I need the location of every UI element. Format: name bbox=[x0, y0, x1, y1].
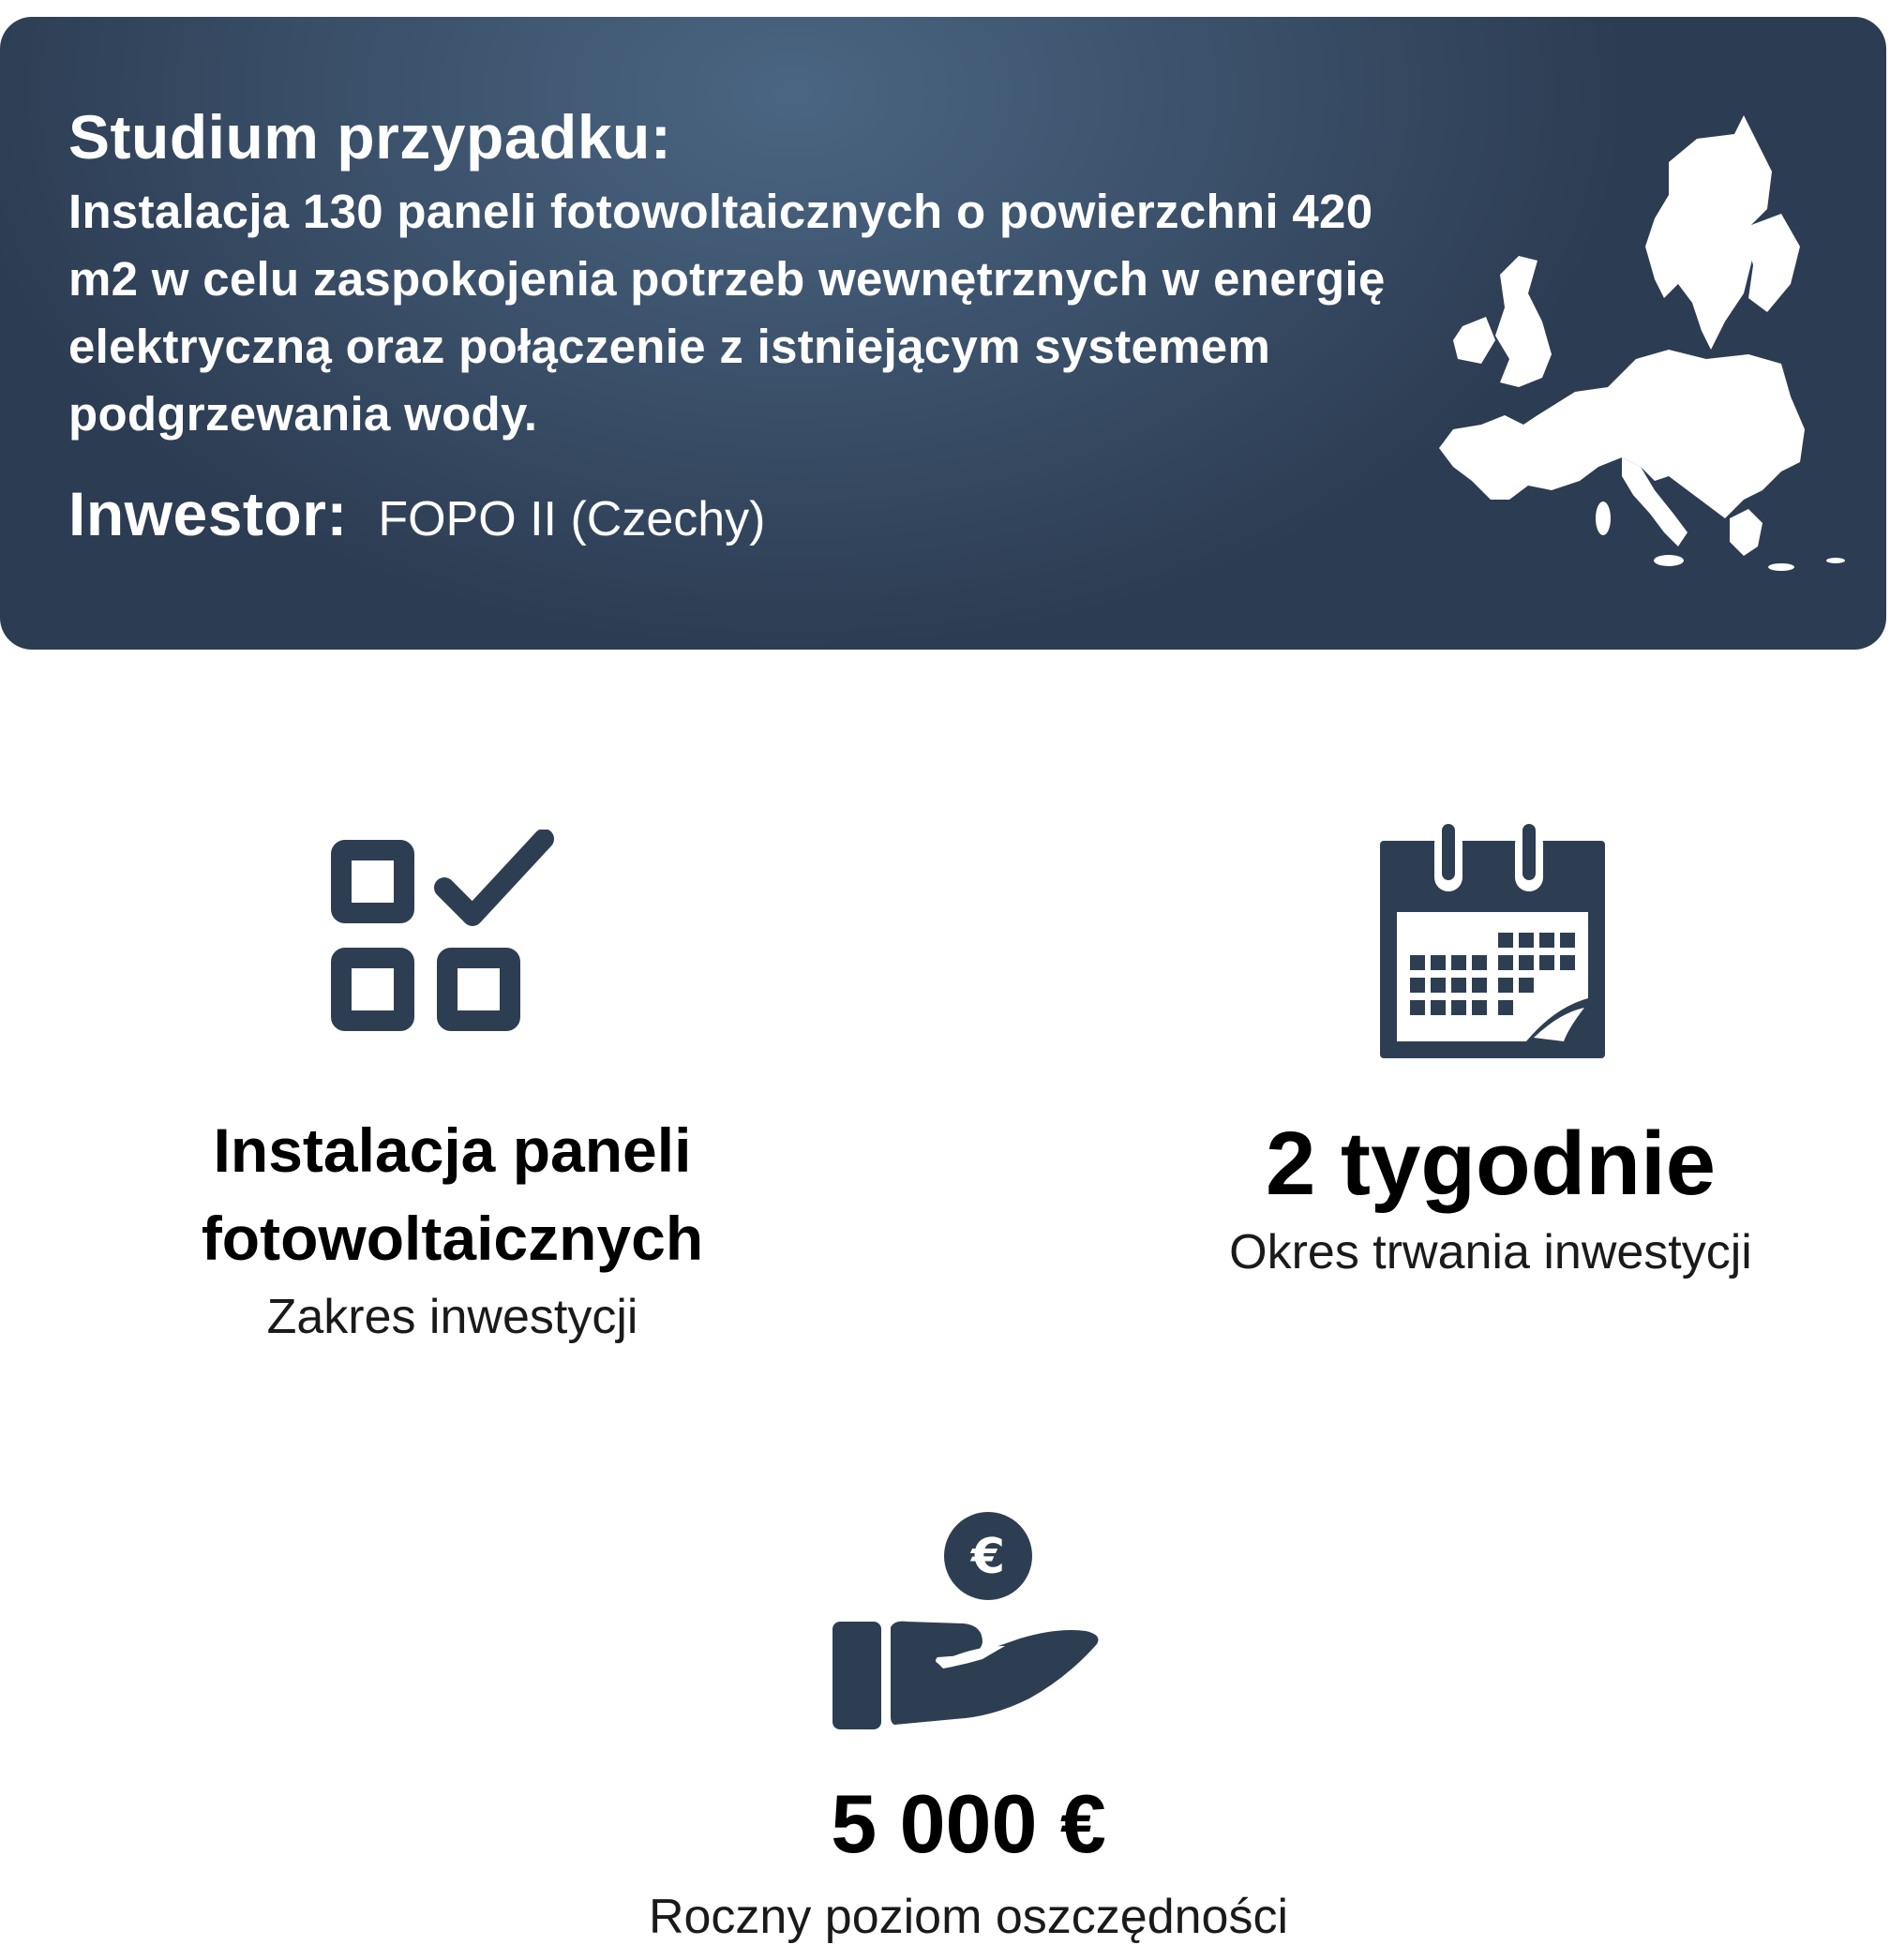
case-study-banner bbox=[0, 17, 1886, 650]
hand-euro-icon bbox=[832, 1511, 1104, 1731]
checklist-icon bbox=[330, 830, 560, 1050]
investor-value: FOPO II (Czechy) bbox=[378, 492, 766, 546]
case-study-heading: Studium przypadku: bbox=[68, 102, 672, 172]
stat-scope bbox=[94, 1106, 811, 1350]
stat-duration bbox=[1162, 1115, 1819, 1285]
stat-savings-title: 5 000 € bbox=[831, 1777, 1106, 1870]
stat-savings-subtitle: Roczny poziom oszczędności bbox=[648, 1890, 1289, 1944]
calendar-icon bbox=[1376, 820, 1606, 1059]
europe-map-icon bbox=[1388, 106, 1875, 584]
investor-row bbox=[68, 478, 765, 549]
investor-label: Inwestor: bbox=[68, 479, 348, 548]
svg-text:€: € bbox=[970, 1529, 1006, 1585]
stat-duration-title bbox=[1162, 1115, 1819, 1221]
stat-duration-subtitle: Okres trwania inwestycji bbox=[1229, 1225, 1752, 1279]
case-study-description: Instalacja 130 paneli fotowoltaicznych o powierzchni 420 m2 w celu zaspokojenia potrzeb wewnętrznych w energię elektryczną oraz połączenie z istniejącym systemem podgrzewania wody. bbox=[68, 185, 1386, 441]
stat-scope-title: Instalacja paneli fotowoltaicznych bbox=[201, 1115, 704, 1273]
stat-savings bbox=[523, 1773, 1414, 1950]
stat-duration-title-text: 2 tygodnie bbox=[1265, 1114, 1717, 1214]
stat-scope-subtitle: Zakres inwestycji bbox=[266, 1290, 638, 1344]
